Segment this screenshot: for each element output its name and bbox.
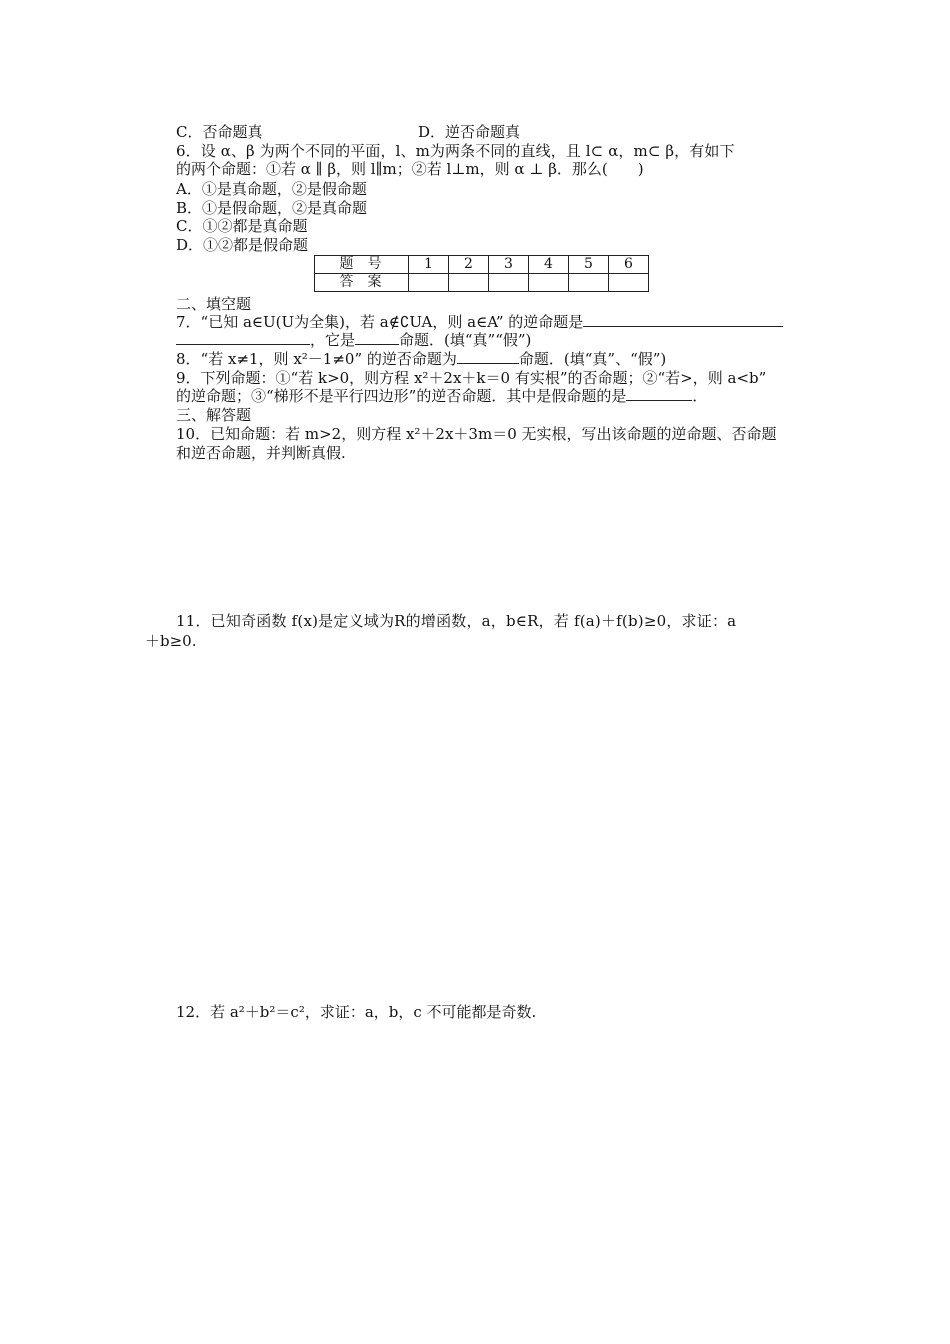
answer-cell[interactable] <box>489 274 529 292</box>
q8-blank[interactable] <box>457 350 519 364</box>
table-cell-number: 4 <box>529 256 569 274</box>
answer-cell[interactable] <box>409 274 449 292</box>
q10-line1: 10．已知命题：若 m>2，则方程 x²＋2x＋3m＝0 无实根，写出该命题的逆命题、否命题 <box>176 425 777 443</box>
q9-line2 <box>176 387 707 405</box>
answer-table-answer-row <box>315 274 649 292</box>
q7-tail: 命题．(填“真”“假”) <box>399 331 532 349</box>
table-cell-number: 3 <box>489 256 529 274</box>
q6-option-b: B．①是假命题，②是真命题 <box>176 199 368 217</box>
section-heading-solutions: 三、解答题 <box>176 406 252 424</box>
q11-line2: ＋b≥0. <box>145 632 197 650</box>
answer-cell[interactable] <box>609 274 649 292</box>
q9-blank[interactable] <box>626 387 692 401</box>
q6-option-d: D．①②都是假命题 <box>176 236 309 254</box>
q6-option-a: A．①是真命题，②是假命题 <box>176 180 367 198</box>
answer-cell[interactable] <box>529 274 569 292</box>
table-label-number: 题号 <box>315 256 409 274</box>
table-cell-number: 1 <box>409 256 449 274</box>
q6-stem-line1: 6．设 α、β 为两个不同的平面，l、m为两条不同的直线，且 l⊂ α，m⊂ β，有如下 <box>176 142 735 160</box>
q12-line: 12．若 a²＋b²＝c²，求证：a，b，c 不可能都是奇数. <box>176 1003 537 1021</box>
answer-table <box>314 255 649 292</box>
q7-line2 <box>176 331 531 349</box>
q7-line1 <box>176 313 783 331</box>
q10-line2: 和逆否命题，并判断真假. <box>176 444 346 462</box>
q9-tail: ． <box>692 387 708 405</box>
q8-stem: 8．“若 x≠1，则 x²－1≠0” 的逆否命题为 <box>176 350 457 368</box>
q5-option-d: D．逆否命题真 <box>418 123 521 141</box>
q7-blank-2[interactable] <box>355 331 399 345</box>
table-label-answer: 答案 <box>315 274 409 292</box>
q8-tail: 命题．(填“真”、“假”) <box>518 350 667 368</box>
q9-stem: 的逆命题；③“梯形不是平行四边形”的逆否命题．其中是假命题的是 <box>176 387 627 405</box>
q7-stem: 7．“已知 a∈U(U为全集)，若 a∉∁UA，则 a∈A” 的逆命题是 <box>176 313 584 331</box>
q7-blank-1[interactable] <box>583 313 783 327</box>
answer-table-header-row <box>315 256 649 274</box>
q11-line1: 11．已知奇函数 f(x)是定义域为R的增函数，a，b∈R，若 f(a)＋f(b)≥0，求证：a <box>176 612 737 630</box>
q7-mid: ，它是 <box>310 331 356 349</box>
answer-cell[interactable] <box>569 274 609 292</box>
q5-option-c: C．否命题真 <box>176 123 263 141</box>
table-cell-number: 5 <box>569 256 609 274</box>
answer-cell[interactable] <box>449 274 489 292</box>
q9-line1: 9．下列命题：①“若 k>0，则方程 x²＋2x＋k＝0 有实根”的否命题；②“若>，则 a<b” <box>176 369 767 387</box>
table-cell-number: 2 <box>449 256 489 274</box>
q6-option-c: C．①②都是真命题 <box>176 217 308 235</box>
q6-stem-line2: 的两个命题：①若 α ∥ β，则 l∥m；②若 l⊥m，则 α ⊥ β．那么( ) <box>176 160 644 178</box>
q8-line <box>176 350 666 368</box>
q7-blank-1-cont[interactable] <box>176 331 310 345</box>
section-heading-fill-in: 二、填空题 <box>176 295 252 313</box>
table-cell-number: 6 <box>609 256 649 274</box>
